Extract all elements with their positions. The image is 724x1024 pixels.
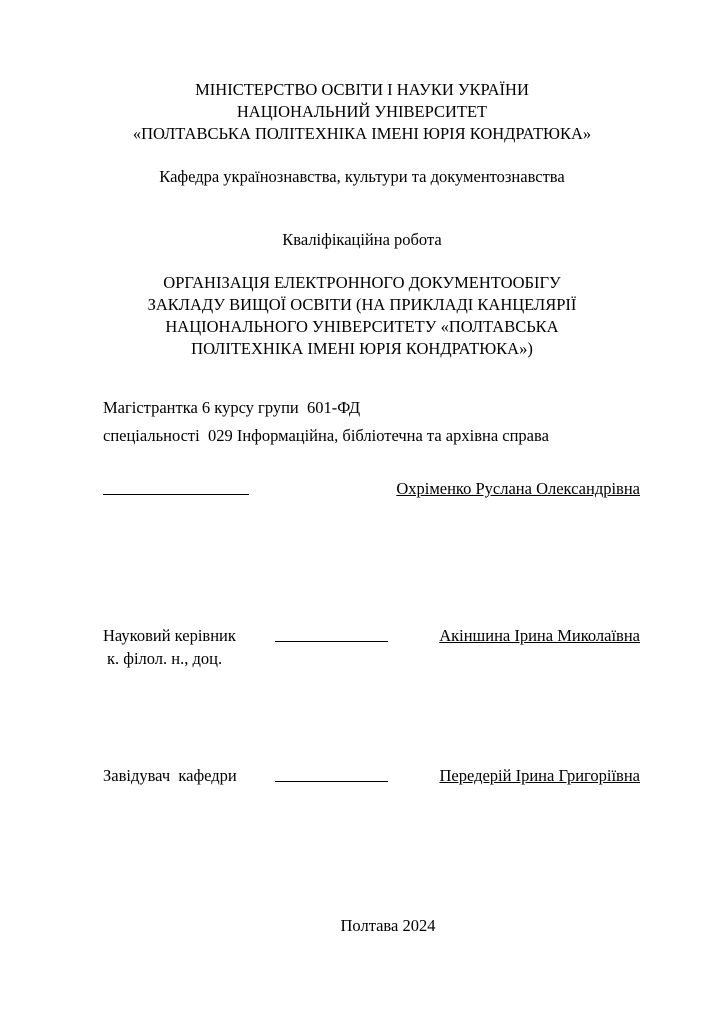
student-specialty: спеціальності 029 Інформаційна, бібліотечна та архівна справа: [103, 426, 549, 445]
ministry-heading: МІНІСТЕРСТВО ОСВІТИ І НАУКИ УКРАЇНИ: [195, 80, 529, 99]
university-heading: НАЦІОНАЛЬНИЙ УНІВЕРСИТЕТ: [236, 102, 488, 121]
supervisor-name: Акіншина Ірина Миколаївна: [439, 626, 640, 645]
city-year: Полтава 2024: [340, 916, 436, 935]
title-line: ПОЛІТЕХНІКА ІМЕНІ ЮРІЯ КОНДРАТЮКА»): [191, 339, 533, 358]
supervisor-degree: к. філол. н., доц.: [107, 649, 223, 668]
student-name: Охріменко Руслана Олександрівна: [396, 479, 640, 498]
university-name: «ПОЛТАВСЬКА ПОЛІТЕХНІКА ІМЕНІ ЮРІЯ КОНДРАТЮКА»: [132, 124, 592, 143]
title-line: ОРГАНІЗАЦІЯ ЕЛЕКТРОННОГО ДОКУМЕНТООБІГУ: [163, 273, 561, 292]
student-group: Магістрантка 6 курсу групи 601-ФД: [103, 398, 361, 417]
student-signature-line: [103, 494, 249, 495]
work-type: Кваліфікаційна робота: [282, 230, 442, 249]
title-line: НАЦІОНАЛЬНОГО УНІВЕРСИТЕТУ «ПОЛТАВСЬКА: [165, 317, 559, 336]
supervisor-signature-line: [275, 641, 388, 642]
title-line: ЗАКЛАДУ ВИЩОЇ ОСВІТИ (НА ПРИКЛАДІ КАНЦЕЛЯРІЇ: [147, 295, 577, 314]
head-role: Завідувач кафедри: [103, 766, 237, 785]
head-signature-line: [275, 781, 388, 782]
head-name: Передерій Ірина Григоріївна: [439, 766, 640, 785]
supervisor-role: Науковий керівник: [103, 626, 236, 645]
department: Кафедра українознавства, культури та документознавства: [159, 167, 565, 186]
